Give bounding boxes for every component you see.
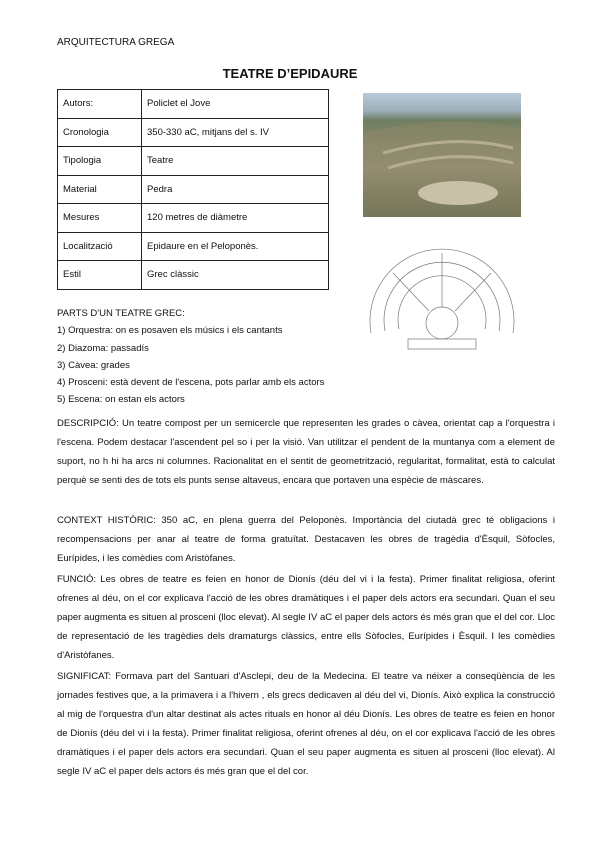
list-item: 4) Prosceni: està devent de l'escena, pots parlar amb els actors [57,377,325,389]
field-label: Material [58,175,142,204]
table-row [58,175,329,204]
field-label: Estil [58,261,142,290]
field-label: Mesures [58,204,142,233]
field-value: 120 metres de diàmetre [142,204,329,233]
list-item: 2) Diazoma: passadís [57,342,149,354]
info-table [57,89,329,290]
table-row [58,90,329,119]
function-paragraph: FUNCIÓ: Les obres de teatre es feien en honor de Dionís (déu del vi i la festa). Primer finalitat religiosa, oferint ofrenes al déu, on el cor explicava l'acció de les obres dramàtiques i el paper dels actors era secundari. Quan el seu paper augmenta es situen al prosceni (lloc elevat). Al segle IV aC el paper dels actors és més gran que el del cor. Lloc de representació de les tragèdies dels dramaturgs clàssics, entre ells Sòfocles, Eurípides i Èsquil. I les comèdies d'Aristòfanes. [57,574,555,661]
field-value: Policlet el Jove [142,90,329,119]
historical-context-paragraph: CONTEXT HISTÒRIC: 350 aC, en plena guerra del Peloponès. Importància del ciutadà grec té obligacions i recompensacions per anar al teatre de forma gratuïtat. Destacaven les obres de tragèdia d'Èsquil, Sòfocles, Eurípides, i les comèdies com Aristòfanes. [57,515,555,564]
theatre-parts-list [57,305,324,409]
page-title: TEATRE D’EPIDAURE [222,66,358,81]
list-item: 3) Càvea: grades [57,359,130,371]
table-row [58,204,329,233]
field-label: Autors: [58,90,142,119]
field-label: Localització [58,232,142,261]
section-header: ARQUITECTURA GREGA [57,37,175,48]
field-value: Teatre [142,147,329,176]
field-value: Grec clàssic [142,261,329,290]
table-row [58,118,329,147]
list-item: 1) Orquestra: on es posaven els músics i els cantants [57,325,283,337]
list-item: 5) Escena: on estan els actors [57,394,185,406]
parts-heading: PARTS D'UN TEATRE GREC: [57,308,185,319]
table-row [58,232,329,261]
field-label: Tipologia [58,147,142,176]
description-paragraph: DESCRIPCIÓ: Un teatre compost per un semicercle que representen les grades o càvea, orientat cap a l'orquestra i l'escena. Podem destacar l'ascendent pel so i per la visió. Van utilitzar el pendent de la muntanya com a element de suport, no h hi ha arcs ni columnes. Racionalitat en el sentit de geometrització, regularitat, formalitat, està to calculat perquè se senti des de tots els punts sense altaveus, encara que portaven una espècie de màscares. [57,418,555,486]
table-row [58,261,329,290]
field-label: Cronologia [58,118,142,147]
field-value: Pedra [142,175,329,204]
theatre-plan-drawing [363,223,521,357]
field-value: Epidaure en el Peloponès. [142,232,329,261]
field-value: 350-330 aC, mitjans del s. IV [142,118,329,147]
theatre-photo [363,93,521,217]
significance-paragraph: SIGNIFICAT: Formava part del Santuari d'Asclepi, deu de la Medecina. El teatre va néixer a conseqüència de les jornades festives que, a la primavera i a l'hivern , els grecs dedicaven al déu del vi, Dionís. Això explica la construcció al mig de l'orquestra d'un altar destinat als actes rituals en honor al déu Dionís. Les obres de teatre es feien en honor de Dionís (déu del vi i la festa). Primer finalitat religiosa, oferint ofrenes al déu, on el cor explicava l'acció de les obres dramàtiques i el paper dels actors era secundari. Quan el seu paper augmenta es situen al prosceni (lloc elevat). Al segle IV aC el paper dels actors és més gran que el del cor. [57,671,555,777]
table-row [58,147,329,176]
